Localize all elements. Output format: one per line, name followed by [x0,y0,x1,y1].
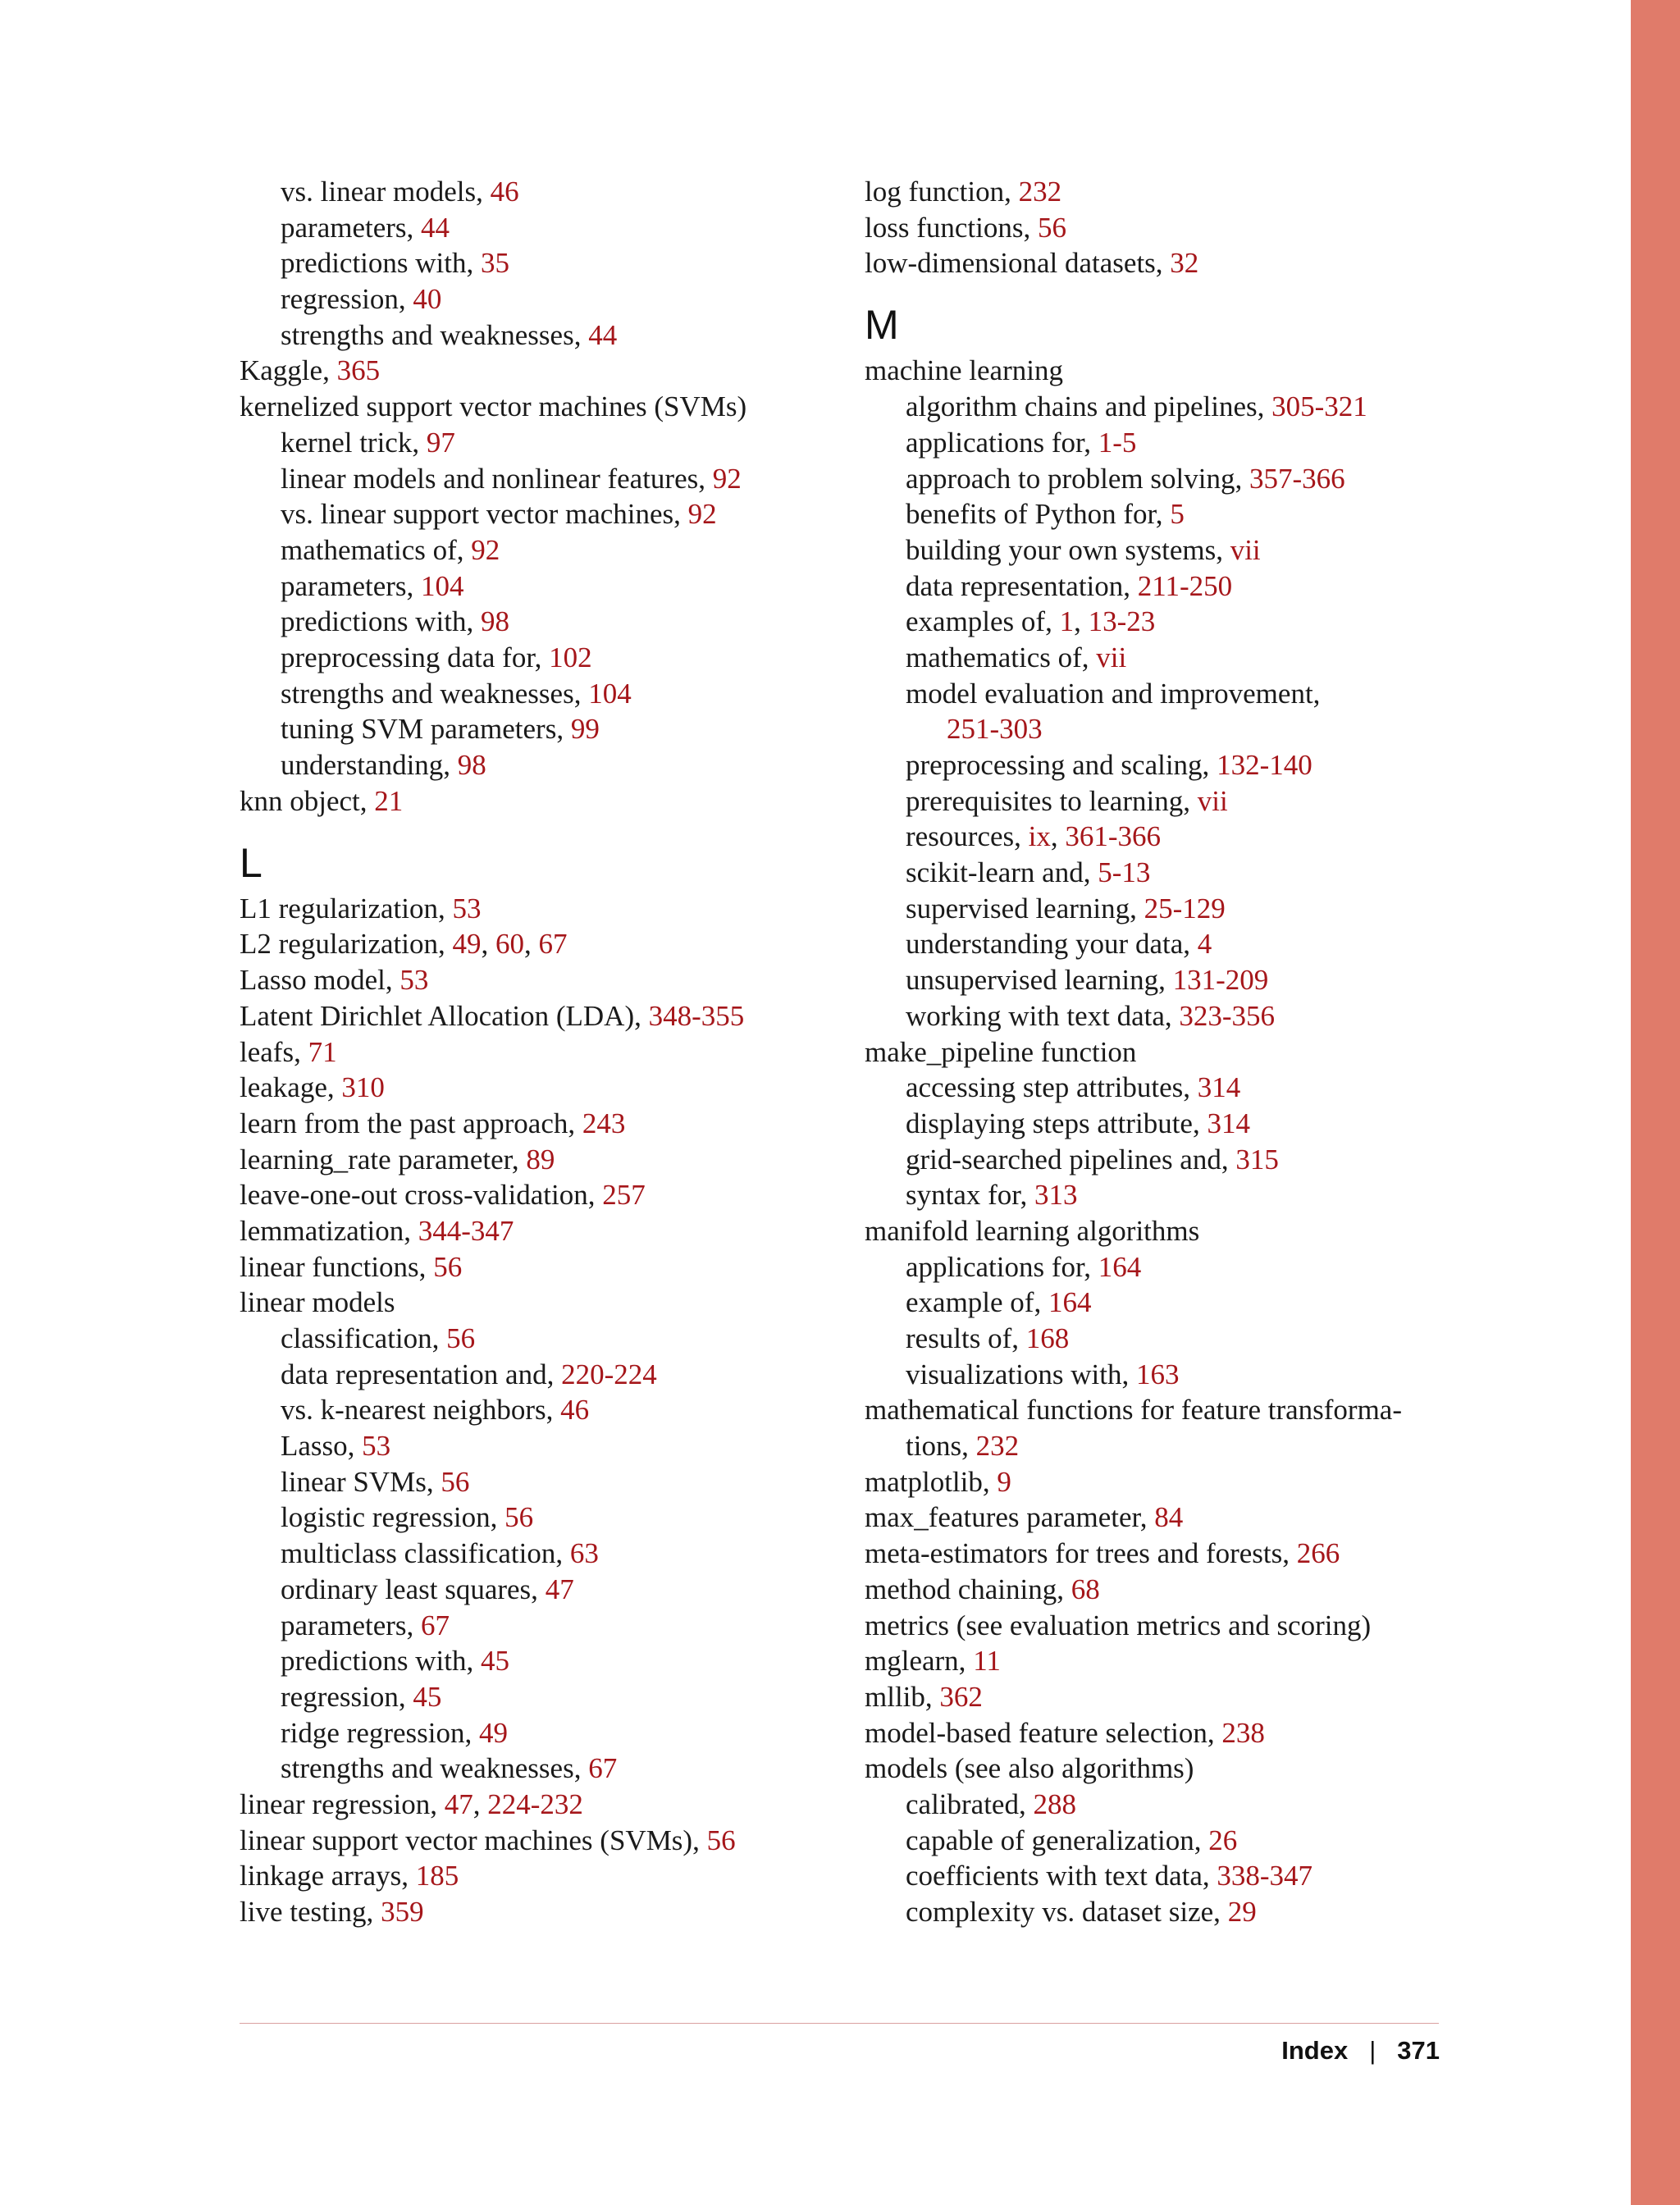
page-reference-link[interactable]: 67 [588,1752,618,1785]
entry-term: kernelized support vector machines (SVMs) [240,390,747,423]
index-entry [865,1608,1455,1644]
page-reference-link[interactable]: 84 [1154,1501,1184,1534]
index-subentry [240,1536,814,1572]
page-reference-link[interactable]: 357-366 [1249,462,1345,495]
index-entry [865,1392,1455,1428]
entry-term: make_pipeline function [865,1035,1137,1068]
entry-term: supervised learning, [906,892,1144,924]
page-reference-link[interactable]: 5-13 [1098,856,1151,889]
index-subentry [240,425,814,461]
entry-term: resources, [906,820,1029,853]
entry-term: mathematical functions for feature transforma- [865,1394,1402,1427]
index-letter-heading: M [865,302,899,349]
page-reference-link[interactable]: 40 [413,283,442,316]
page-reference-link[interactable]: 314 [1207,1107,1250,1139]
index-subentry [865,1894,1455,1930]
page-reference-link[interactable]: 314 [1197,1071,1241,1104]
entry-term: coefficients with text data, [906,1860,1217,1892]
index-subentry [240,317,814,354]
index-entry [240,1177,814,1213]
entry-term: Kaggle, [240,354,337,387]
page-reference-link[interactable]: 104 [421,569,464,602]
page-reference-link[interactable]: 98 [457,749,486,781]
index-entry [240,783,814,819]
page-reference-link[interactable]: 67 [421,1609,450,1641]
entry-term: knn object, [240,784,375,817]
entry-term: predictions with, [281,247,481,280]
entry-term: L1 regularization, [240,892,453,924]
entry-term: ridge regression, [281,1716,480,1749]
page-reference-link[interactable]: 68 [1071,1573,1100,1605]
entry-term: data representation and, [281,1358,562,1390]
entry-term: Lasso model, [240,964,400,997]
index-subentry [240,461,814,497]
page-reference-link[interactable]: 266 [1296,1537,1340,1570]
index-subentry [240,1428,814,1464]
entry-term: strengths and weaknesses, [281,1752,589,1785]
index-subentry [865,1357,1455,1393]
index-column-right [865,174,1455,1930]
page-reference-link[interactable]: 132-140 [1217,749,1312,782]
entry-term: parameters, [281,211,422,244]
page-reference-link[interactable]: 220-224 [561,1358,657,1390]
index-subentry [865,711,1455,747]
page-reference-link[interactable]: 46 [490,176,519,208]
index-subentry [865,640,1455,676]
page-reference-link[interactable]: 310 [341,1071,385,1104]
index-subentry [865,783,1455,819]
index-entry [240,1249,814,1285]
entry-term: capable of generalization, [906,1824,1209,1856]
index-subentry [865,1249,1455,1285]
page-reference-link[interactable]: 13-23 [1088,605,1156,638]
index-subentry [240,532,814,568]
index-entry: linear regression, 47, 224-232 [240,1787,583,1820]
page-reference-link[interactable]: 5 [1170,498,1185,531]
entry-term: regression, [281,283,413,316]
index-subentry [865,998,1455,1034]
entry-term: applications for, [906,426,1098,459]
index-subentry [865,855,1455,891]
index-subentry [240,174,814,210]
index-subentry [240,604,814,640]
entry-term: leakage, [240,1071,342,1104]
entry-term: leafs, [240,1035,308,1068]
entry-term: preprocessing and scaling, [906,749,1217,782]
page-reference-link[interactable]: 56 [706,1824,736,1856]
entry-term: ordinary least squares, [281,1573,546,1605]
entry-term: unsupervised learning, [906,964,1173,997]
entry-term: loss functions, [865,211,1038,244]
entry-term: mathematics of, [906,641,1097,673]
entry-term: leave-one-out cross-validation, [240,1179,603,1212]
entry-term: max_features parameter, [865,1501,1155,1534]
entry-term: Latent Dirichlet Allocation (LDA), [240,999,649,1032]
index-entry [865,1572,1455,1608]
page-reference-link[interactable]: 359 [381,1896,424,1929]
page-reference-link[interactable]: 92 [712,462,742,495]
entry-term: linear support vector machines (SVMs), [240,1824,707,1856]
page-reference-link[interactable]: 224-232 [487,1787,583,1820]
entry-term: linear models [240,1286,395,1319]
page-reference-link[interactable]: 313 [1034,1179,1078,1212]
entry-term: learning_rate parameter, [240,1143,527,1176]
index-entry [865,1751,1455,1787]
page-reference-link[interactable]: 338-347 [1217,1860,1313,1892]
index-subentry [865,1321,1455,1357]
page-reference-link[interactable]: 45 [413,1680,442,1713]
page-reference-link[interactable]: 47 [545,1573,574,1605]
entry-term: method chaining, [865,1573,1071,1605]
index-entry [865,1715,1455,1751]
page-reference-link[interactable]: 251-303 [947,713,1043,746]
page-reference-link[interactable]: vii [1096,641,1127,673]
entry-term: live testing, [240,1896,381,1929]
entry-term: logistic regression, [281,1501,505,1534]
index-subentry [865,1787,1455,1823]
page-reference-link[interactable]: 257 [602,1179,646,1212]
index-subentry [865,1285,1455,1321]
index-subentry [865,1428,1455,1464]
entry-term: examples of, [906,605,1060,638]
index-entry [865,1536,1455,1572]
index-entry [240,1894,814,1930]
index-subentry [865,1106,1455,1142]
entry-term: visualizations with, [906,1358,1136,1390]
index-subentry [240,676,814,712]
page-reference-link[interactable]: 164 [1048,1286,1092,1319]
entry-term: parameters, [281,1609,422,1641]
entry-term: applications for, [906,1250,1098,1283]
section-thumb-tab [1631,0,1680,2205]
index-entry [865,1500,1455,1536]
page-reference-link[interactable]: 47 [444,1787,473,1820]
entry-term: linear regression, [240,1787,445,1820]
entry-term: linear functions, [240,1250,434,1283]
index-subentry [240,1464,814,1500]
page-reference-link[interactable]: 53 [452,892,482,924]
entry-term: matplotlib, [865,1465,998,1498]
entry-term: approach to problem solving, [906,462,1249,495]
page-reference-link[interactable]: 315 [1235,1143,1279,1176]
entry-term: results of, [906,1322,1026,1355]
index-subentry [240,711,814,747]
entry-term: displaying steps attribute, [906,1107,1208,1139]
entry-term: preprocessing data for, [281,641,550,673]
entry-term: syntax for, [906,1179,1035,1212]
page-reference-link[interactable]: 323-356 [1179,999,1276,1032]
index-subentry [865,1858,1455,1894]
page-reference-link[interactable]: 362 [939,1680,983,1713]
page-reference-link[interactable]: ix [1028,820,1051,853]
entry-term: working with text data, [906,999,1180,1032]
page-reference-link[interactable]: 238 [1221,1716,1265,1749]
entry-term: predictions with, [281,1645,481,1678]
page-reference-link[interactable]: 99 [570,713,600,746]
page-reference-link[interactable]: vii [1230,533,1261,566]
page-reference-link[interactable]: 1-5 [1098,426,1137,459]
entry-term: linear SVMs, [281,1465,441,1498]
page-reference-link[interactable]: 53 [362,1430,391,1463]
index-subentry [865,461,1455,497]
index-subentry: resources, ix, 361-366 [906,820,1162,853]
page-reference-link[interactable]: 49 [479,1716,509,1749]
index-subentry [240,496,814,532]
entry-term: grid-searched pipelines and, [906,1143,1236,1176]
entry-term: learn from the past approach, [240,1107,582,1139]
index-entry [240,1106,814,1142]
entry-term: tions, [906,1430,976,1463]
page-reference-link[interactable]: 35 [481,247,509,280]
entry-term: manifold learning algorithms [865,1214,1200,1247]
page-reference-link[interactable]: 348-355 [648,999,745,1032]
entry-term: parameters, [281,569,422,602]
index-entry [240,353,814,389]
entry-term: complexity vs. dataset size, [906,1896,1228,1929]
index-column-left [240,174,814,1930]
page-reference-link[interactable]: 288 [1033,1787,1076,1820]
page-reference-link[interactable]: 361-366 [1065,820,1162,853]
index-entry [240,1285,814,1321]
page-reference-link[interactable]: 1 [1059,605,1075,638]
index-entry [865,1213,1455,1249]
entry-term: metrics (see evaluation metrics and scoring) [865,1609,1372,1641]
index-entry [240,998,814,1034]
page-reference-link[interactable]: 92 [471,533,500,566]
index-subentry [865,962,1455,998]
index-subentry [865,891,1455,927]
index-subentry [240,1392,814,1428]
page-reference-link[interactable]: 97 [426,426,455,459]
index-entry [240,891,814,927]
entry-term: log function, [865,176,1019,208]
index-entry [240,389,814,425]
index-subentry [240,1572,814,1608]
index-entry [865,174,1455,210]
page-reference-link[interactable]: 185 [415,1860,459,1892]
page-reference-link[interactable]: 71 [308,1035,337,1068]
entry-term: mglearn, [865,1645,974,1678]
page-reference-link[interactable]: 305-321 [1271,390,1367,423]
page-reference-link[interactable]: 67 [538,928,568,961]
index-subentry [240,568,814,605]
entry-term: classification, [281,1322,447,1355]
entry-term: strengths and weaknesses, [281,318,589,351]
entry-term: mathematics of, [281,533,472,566]
entry-term: linear models and nonlinear features, [281,462,713,495]
index-entry [865,1034,1455,1071]
entry-term: accessing step attributes, [906,1071,1198,1104]
entry-term: tuning SVM parameters, [281,713,571,746]
page-reference-link[interactable]: vii [1197,784,1228,817]
index-entry [240,962,814,998]
page-reference-link[interactable]: 211-250 [1137,569,1233,602]
entry-term: machine learning [865,354,1063,387]
entry-term: example of, [906,1286,1048,1319]
index-subentry [240,640,814,676]
entry-term: model evaluation and improvement, [906,677,1321,710]
index-entry [865,1643,1455,1679]
footer-separator: | [1369,2036,1376,2065]
page-reference-link[interactable]: 56 [1037,211,1066,244]
page-reference-link[interactable]: 53 [399,964,429,997]
index-subentry [240,1500,814,1536]
page-reference-link[interactable]: 46 [560,1394,590,1427]
page-reference-link[interactable]: 131-209 [1172,964,1269,997]
index-entry [865,353,1455,389]
index-subentry [240,1608,814,1644]
page-reference-link[interactable]: 44 [421,211,450,244]
page-reference-link[interactable]: 11 [973,1645,1001,1678]
entry-term: calibrated, [906,1787,1034,1820]
page-reference-link[interactable]: 92 [687,498,717,531]
page-reference-link[interactable]: 56 [446,1322,476,1355]
entry-term: model-based feature selection, [865,1716,1222,1749]
page-reference-link[interactable]: 21 [374,784,404,817]
page-reference-link[interactable]: 45 [481,1645,509,1678]
page-reference-link[interactable]: 29 [1227,1896,1257,1929]
entry-term: regression, [281,1680,413,1713]
footer-rule [240,2023,1439,2024]
page-reference-link[interactable]: 49 [452,928,482,961]
entry-term: prerequisites to learning, [906,784,1198,817]
entry-term: benefits of Python for, [906,498,1171,531]
index-subentry [240,245,814,281]
index-subentry [240,1679,814,1715]
entry-term: building your own systems, [906,533,1230,566]
footer-page-number: 371 [1397,2036,1440,2065]
page-reference-link[interactable]: 4 [1197,928,1212,961]
page-reference-link[interactable]: 26 [1208,1824,1238,1856]
page-reference-link[interactable]: 232 [975,1430,1020,1463]
entry-term: linkage arrays, [240,1860,416,1892]
index-subentry [240,1643,814,1679]
index-subentry [865,676,1455,712]
index-entry [240,1823,814,1859]
page-reference-link[interactable]: 344-347 [418,1214,514,1247]
index-subentry [865,1070,1455,1106]
index-subentry [240,281,814,317]
entry-term: mllib, [865,1680,940,1713]
index-entry [865,245,1455,281]
entry-term: multiclass classification, [281,1537,570,1570]
index-subentry [240,747,814,783]
index-entry [240,1213,814,1249]
page-reference-link[interactable]: 56 [441,1465,470,1498]
page-reference-link[interactable]: 32 [1170,247,1199,280]
page-reference-link[interactable]: 102 [549,641,592,673]
page-reference-link[interactable]: 63 [569,1537,599,1570]
index-subentry [865,1177,1455,1213]
entry-term: predictions with, [281,605,481,638]
page-reference-link[interactable]: 365 [336,354,381,387]
index-entry [240,1070,814,1106]
index-subentry [240,210,814,246]
index-subentry [865,425,1455,461]
entry-term: vs. k-nearest neighbors, [281,1394,561,1427]
entry-term: algorithm chains and pipelines, [906,390,1272,423]
page-reference-link[interactable]: 98 [481,605,509,638]
page-reference-link[interactable]: 56 [433,1250,463,1283]
entry-term: understanding your data, [906,928,1198,961]
index-entry [865,1464,1455,1500]
index-subentry [865,1142,1455,1178]
index-subentry [240,1321,814,1357]
page-reference-link[interactable]: 56 [504,1501,534,1534]
page-reference-link[interactable]: 243 [582,1107,626,1139]
index-subentry [865,496,1455,532]
index-subentry [240,1751,814,1787]
page-reference-link[interactable]: 89 [526,1143,555,1176]
page-reference-link[interactable]: 104 [588,677,632,710]
entry-term: low-dimensional datasets, [865,247,1171,280]
page-reference-link[interactable]: 164 [1098,1250,1142,1283]
index-subentry [865,389,1455,425]
page-reference-link[interactable]: 168 [1025,1322,1070,1355]
page-reference-link[interactable]: 60 [495,928,524,961]
index-subentry [240,1357,814,1393]
entry-term: Lasso, [281,1430,363,1463]
index-subentry: examples of, 1, 13-23 [906,605,1156,638]
index-entry [240,1142,814,1178]
entry-term: strengths and weaknesses, [281,677,589,710]
entry-term: vs. linear support vector machines, [281,498,688,531]
page-footer [1148,2036,1440,2066]
page-reference-link[interactable]: 44 [588,318,618,351]
entry-term: L2 regularization, [240,928,453,961]
page-reference-link[interactable]: 232 [1018,176,1062,208]
entry-term: lemmatization, [240,1214,418,1247]
page-reference-link[interactable]: 25-129 [1144,892,1226,924]
entry-term: kernel trick, [281,426,427,459]
index-subentry [865,532,1455,568]
index-entry [240,1034,814,1071]
page-reference-link[interactable]: 9 [997,1465,1011,1498]
entry-term: scikit-learn and, [906,856,1098,889]
index-subentry [865,926,1455,962]
index-entry: L2 regularization, 49, 60, 67 [240,928,568,961]
index-entry [865,1679,1455,1715]
index-letter-heading: L [240,839,262,886]
entry-term: vs. linear models, [281,176,491,208]
entry-term: meta-estimators for trees and forests, [865,1537,1297,1570]
index-subentry [865,568,1455,605]
index-subentry [865,1823,1455,1859]
entry-term: understanding, [281,749,458,781]
index-entry [865,210,1455,246]
index-subentry [865,747,1455,783]
entry-term: models (see also algorithms) [865,1752,1194,1785]
page-reference-link[interactable]: 163 [1135,1358,1180,1390]
index-subentry [240,1715,814,1751]
index-entry [240,1858,814,1894]
footer-section-title: Index [1281,2036,1349,2065]
entry-term: data representation, [906,569,1138,602]
